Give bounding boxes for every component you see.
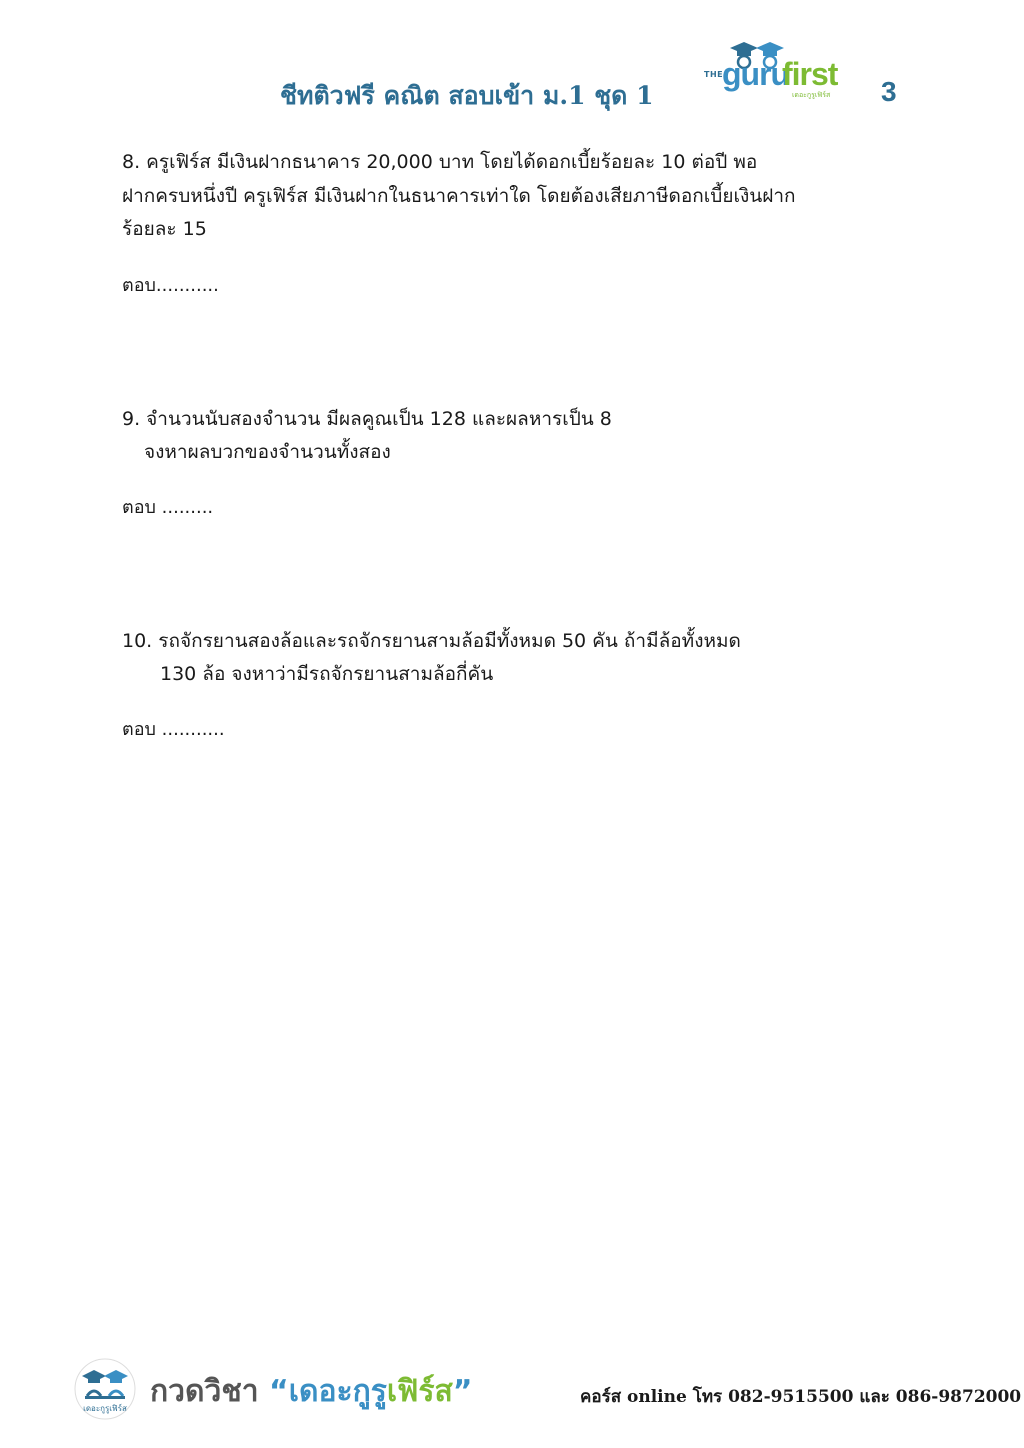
footer-course-name: [150, 1368, 473, 1415]
question-8-line-1: 8. ครูเฟิร์ส มีเงินฝากธนาคาร 20,000 บาท โดยได้ดอกเบี้ยร้อยละ 10 ต่อปี พอ: [122, 151, 758, 173]
the-guru-first-logo: [704, 40, 844, 102]
footer-contact: คอร์ส online โทร 082-9515500 และ 086-9872000: [580, 1387, 1022, 1407]
footer-logo-caption: เดอะกูรูเฟิร์ส: [83, 1404, 127, 1413]
question-10-answer: ตอบ ...........: [122, 719, 225, 740]
logo-tagline: เดอะกูรูเฟิร์ส: [792, 91, 831, 99]
logo-the-text: THE: [704, 70, 724, 79]
footer-brand-open-quote: “: [269, 1374, 289, 1409]
question-10-line-1: 10. รถจักรยานสองล้อและรถจักรยานสามล้อมีทั้งหมด 50 คัน ถ้ามีล้อทั้งหมด: [122, 630, 741, 652]
footer-logo: [74, 1358, 136, 1420]
footer-course-prefix: กวดวิชา: [150, 1374, 269, 1409]
footer-brand: [269, 1374, 473, 1409]
logo-first-text: first: [782, 56, 838, 92]
question-8-line-2: ฝากครบหนึ่งปี ครูเฟิร์ส มีเงินฝากในธนาคารเท่าใด โดยต้องเสียภาษีดอกเบี้ยเงินฝาก: [122, 185, 796, 207]
footer-brand-close-quote: ”: [452, 1374, 473, 1409]
question-9-line-1: 9. จำนวนนับสองจำนวน มีผลคูณเป็น 128 และผลหารเป็น 8: [122, 408, 612, 430]
page-number: 3: [881, 76, 897, 107]
question-9-answer: ตอบ .........: [122, 497, 214, 518]
logo-guru-text: guru: [722, 56, 790, 92]
footer-brand-highlight: เฟิร์ส: [386, 1374, 453, 1409]
question-8-answer: ตอบ...........: [122, 275, 219, 296]
footer-brand-main: เดอะกูรู: [288, 1374, 387, 1409]
question-10-line-2: 130 ล้อ จงหาว่ามีรถจักรยานสามล้อกี่คัน: [160, 663, 494, 685]
question-8-line-3: ร้อยละ 15: [122, 218, 207, 240]
page-title: ชีทติวฟรี คณิต สอบเข้า ม.1 ชุด 1: [280, 81, 654, 110]
question-9-line-2: จงหาผลบวกของจำนวนทั้งสอง: [144, 441, 391, 463]
